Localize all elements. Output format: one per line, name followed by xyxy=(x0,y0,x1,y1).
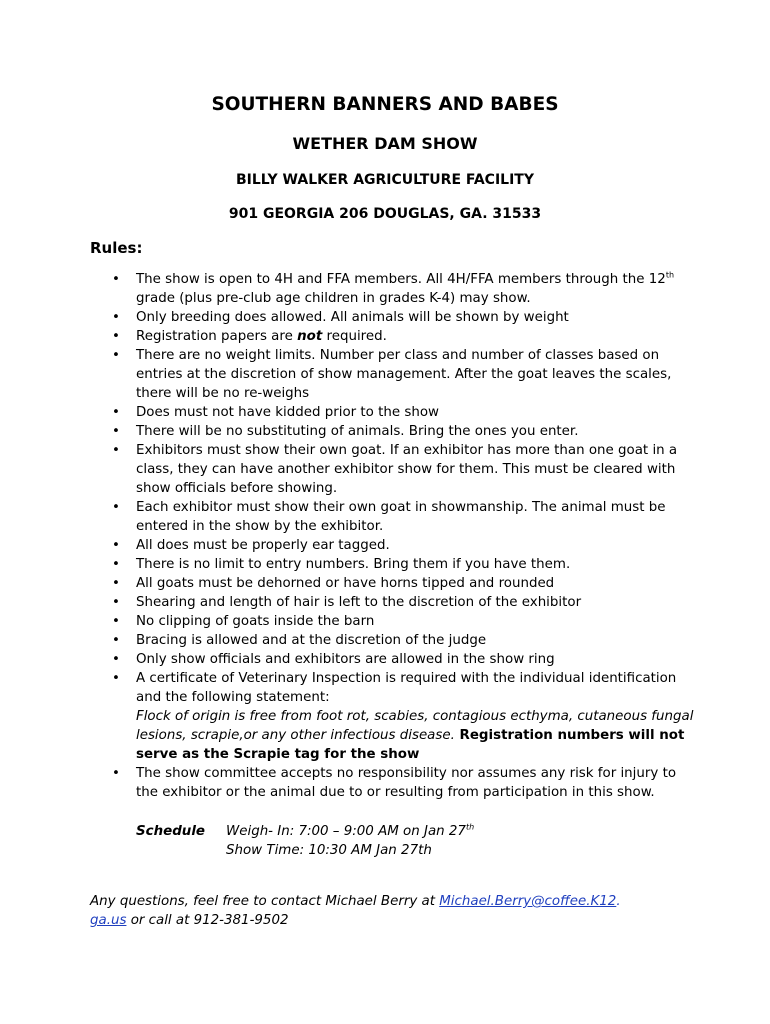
rule-item: • A certificate of Veterinary Inspection is required with the individual identification and the following statement: Flock of origin is free from foot rot, scabies, contagious ecthyma, cutaneous fungal lesions, scrapie,or any other infectious disease. Registration numbers will not serve as the Scrapie tag for the show xyxy=(108,669,698,764)
rule-item: • All goats must be dehorned or have horns tipped and rounded xyxy=(108,574,698,593)
show-time: Show Time: 10:30 AM Jan 27th xyxy=(226,843,432,858)
document-title: SOUTHERN BANNERS AND BABES xyxy=(211,94,559,115)
rule-item: • Does must not have kidded prior to the show xyxy=(108,403,698,422)
rule-item: • All does must be properly ear tagged. xyxy=(108,536,698,555)
rule-item: • There will be no substituting of animals. Bring the ones you enter. xyxy=(108,422,698,441)
rule-item: • There are no weight limits. Number per class and number of classes based on entries at the discretion of show management. After the goat leaves the scales, there will be no re-weighs xyxy=(108,346,698,403)
email-link-continued[interactable]: ga.us xyxy=(90,913,127,928)
rules-list xyxy=(108,270,698,802)
rule-item: • Only breeding does allowed. All animals will be shown by weight xyxy=(108,308,698,327)
rule-item: • Only show officials and exhibitors are allowed in the show ring xyxy=(108,650,698,669)
rule-item: • Bracing is allowed and at the discretion of the judge xyxy=(108,631,698,650)
rule-item: • Shearing and length of hair is left to the discretion of the exhibitor xyxy=(108,593,698,612)
rule-item: • The show is open to 4H and FFA members. All 4H/FFA members through the 12th grade (plus pre-club age children in grades K-4) may show. xyxy=(108,270,698,308)
rule-item: • There is no limit to entry numbers. Bring them if you have them. xyxy=(108,555,698,574)
schedule-label: Schedule xyxy=(136,824,205,839)
contact-info: Any questions, feel free to contact Michael Berry at Michael.Berry@coffee.K12. ga.us or call at 912-381-9502 xyxy=(90,894,621,928)
facility-address: 901 GEORGIA 206 DOUGLAS, GA. 31533 xyxy=(228,206,542,222)
rule-item: • Each exhibitor must show their own goat in showmanship. The animal must be entered in the show by the exhibitor. xyxy=(108,498,698,536)
rule-item: • The show committee accepts no responsibility nor assumes any risk for injury to the exhibitor or the animal due to or resulting from participation in this show. xyxy=(108,764,698,802)
vet-statement: Flock of origin is free from foot rot, scabies, contagious ecthyma, cutaneous fungal lesions, scrapie,or any other infectious disease. xyxy=(136,709,694,743)
rule-item: • Exhibitors must show their own goat. If an exhibitor has more than one goat in a class, they can have another exhibitor show for them. This must be cleared with show officials before showing. xyxy=(108,441,698,498)
scrapie-note: Registration numbers will not serve as the Scrapie tag for the show xyxy=(136,728,685,762)
document-subtitle: WETHER DAM SHOW xyxy=(292,134,478,153)
rule-item: • Registration papers are not required. xyxy=(108,327,698,346)
phone-number: or call at 912-381-9502 xyxy=(126,913,289,928)
rule-item: • No clipping of goats inside the barn xyxy=(108,612,698,631)
weigh-in-time: Weigh- In: 7:00 – 9:00 AM on Jan 27th xyxy=(226,822,475,839)
rules-heading: Rules: xyxy=(90,239,143,257)
email-link[interactable]: Michael.Berry@coffee.K12 xyxy=(439,894,617,909)
facility-name: BILLY WALKER AGRICULTURE FACILITY xyxy=(236,172,534,188)
